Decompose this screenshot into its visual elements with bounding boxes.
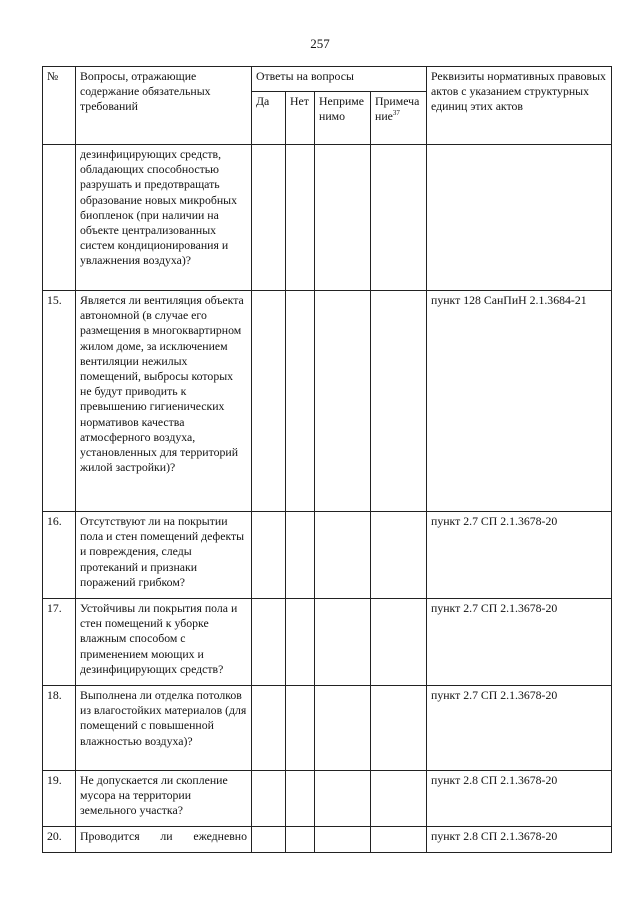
header-not-applicable: Неприменимо (315, 92, 371, 145)
row-num: 19. (43, 771, 76, 827)
answer-no-cell (286, 291, 315, 512)
answer-no-cell (286, 145, 315, 291)
row-requisites: пункт 2.8 СП 2.1.3678-20 (427, 827, 612, 853)
table-row (43, 145, 612, 291)
table-row (43, 686, 612, 771)
answer-note-cell (371, 145, 427, 291)
row-question: Является ли вентиляция объекта автономной (в случае его размещения в многоквартирном жилом доме, за исключением вентиляции нежилых помещений, выбросы которых не будут приводить к превышению гигиенических нормативов качества атмосферного воздуха, установленных для территорий жилой застройки)? (76, 291, 252, 512)
answer-note-cell (371, 599, 427, 686)
row-num: 20. (43, 827, 76, 853)
table-row (43, 512, 612, 599)
answer-not-applicable-cell (315, 291, 371, 512)
answer-yes-cell (252, 291, 286, 512)
answer-yes-cell (252, 512, 286, 599)
answer-no-cell (286, 512, 315, 599)
answer-note-cell (371, 686, 427, 771)
header-requisites: Реквизиты нормативных правовых актов с указанием структурных единиц этих актов (427, 67, 612, 145)
answer-not-applicable-cell (315, 827, 371, 853)
answer-not-applicable-cell (315, 145, 371, 291)
table-row (43, 291, 612, 512)
row-num (43, 145, 76, 291)
answer-note-cell (371, 771, 427, 827)
table-row (43, 771, 612, 827)
header-note-footnote: 37 (392, 109, 400, 118)
answer-not-applicable-cell (315, 512, 371, 599)
row-requisites: пункт 2.8 СП 2.1.3678-20 (427, 771, 612, 827)
answer-yes-cell (252, 599, 286, 686)
answer-note-cell (371, 827, 427, 853)
row-requisites: пункт 2.7 СП 2.1.3678-20 (427, 512, 612, 599)
table-row (43, 827, 612, 853)
row-num: 18. (43, 686, 76, 771)
table-row (43, 599, 612, 686)
row-requisites: пункт 2.7 СП 2.1.3678-20 (427, 599, 612, 686)
row-requisites (427, 145, 612, 291)
row-num: 16. (43, 512, 76, 599)
header-note-label: Примечание (375, 94, 420, 124)
row-question: Отсутствуют ли на покрытии пола и стен помещений дефекты и повреждения, следы протеканий и признаки поражений грибком? (76, 512, 252, 599)
answer-no-cell (286, 599, 315, 686)
header-no: Нет (286, 92, 315, 145)
answer-no-cell (286, 686, 315, 771)
page-number: 257 (310, 36, 330, 51)
answer-not-applicable-cell (315, 599, 371, 686)
checklist-table (42, 66, 612, 853)
row-requisites: пункт 128 СанПиН 2.1.3684-21 (427, 291, 612, 512)
answer-yes-cell (252, 827, 286, 853)
header-answers: Ответы на вопросы (252, 67, 427, 92)
row-question: Не допускается ли скопление мусора на территории земельного участка? (76, 771, 252, 827)
answer-yes-cell (252, 145, 286, 291)
header-row-top (43, 67, 612, 92)
header-note (371, 92, 427, 145)
answer-no-cell (286, 771, 315, 827)
answer-not-applicable-cell (315, 686, 371, 771)
answer-note-cell (371, 512, 427, 599)
row-question: дезинфицирующих средств, обладающих способностью разрушать и предотвращать образование новых микробных биопленок (при наличии на объекте централизованных систем кондиционирования и увлажнения воздуха)? (76, 145, 252, 291)
row-num: 17. (43, 599, 76, 686)
answer-yes-cell (252, 686, 286, 771)
header-question: Вопросы, отражающие содержание обязательных требований (76, 67, 252, 145)
row-question: Проводится ли ежедневно (76, 827, 252, 853)
header-yes: Да (252, 92, 286, 145)
row-requisites: пункт 2.7 СП 2.1.3678-20 (427, 686, 612, 771)
answer-not-applicable-cell (315, 771, 371, 827)
answer-yes-cell (252, 771, 286, 827)
row-question: Выполнена ли отделка потолков из влагостойких материалов (для помещений с повышенной влажностью воздуха)? (76, 686, 252, 771)
row-num: 15. (43, 291, 76, 512)
answer-no-cell (286, 827, 315, 853)
answer-note-cell (371, 291, 427, 512)
header-num: № (43, 67, 76, 145)
row-question: Устойчивы ли покрытия пола и стен помещений к уборке влажным способом с применением моющих и дезинфицирующих средств? (76, 599, 252, 686)
